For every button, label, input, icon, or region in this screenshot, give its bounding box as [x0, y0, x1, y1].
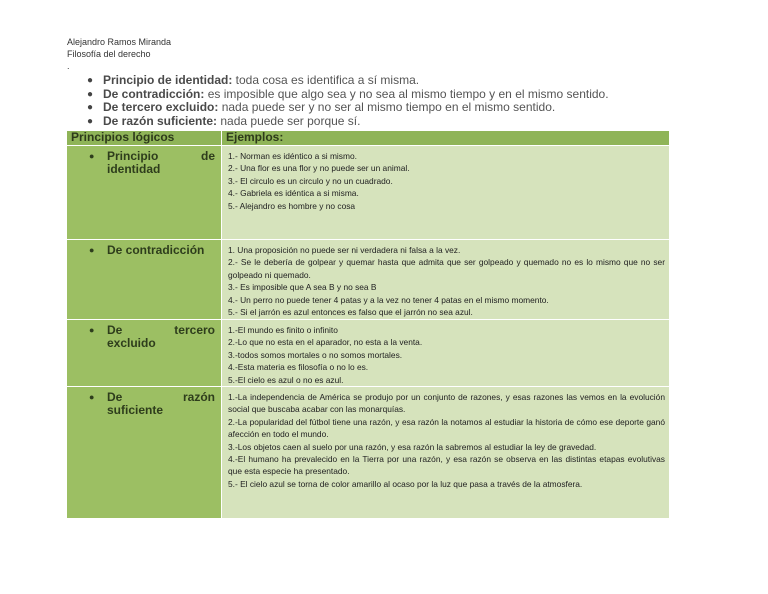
examples-list: [222, 146, 669, 212]
logic-principles-table: [66, 130, 670, 519]
table-row: [67, 320, 670, 387]
example-item: 1.-El mundo es finito o infinito: [228, 325, 338, 335]
example-item: 2.-Lo que no esta en el aparador, no esta a la venta.: [228, 337, 423, 348]
example-item: 1. Una proposición no puede ser ni verdadera ni falsa a la vez.: [228, 245, 461, 255]
principle-cell: [67, 320, 222, 387]
bullet-icon: ●: [89, 245, 95, 255]
bullet-icon: ●: [87, 115, 94, 127]
example-item: 5.- Si el jarrón es azul entonces es falso que el jarrón no sea azul.: [228, 307, 473, 318]
example-item: 3.-Los objetos caen al suelo por una razón, y esa razón la sabremos al estudiar la ley de gravedad.: [228, 441, 597, 452]
principle-name-text: Principio de identidad: [107, 149, 215, 176]
principle-title: Principio de identidad:: [103, 73, 233, 87]
principle-title: De contradicción:: [103, 86, 205, 101]
principle-item: [67, 88, 687, 102]
example-item: 3.-todos somos mortales o no somos mortales.: [228, 349, 403, 360]
dot-line: .: [67, 61, 70, 71]
principle-name-text: De contradicción: [107, 243, 205, 257]
example-item: 4.- Un perro no puede tener 4 patas y a la vez no tener 4 patas en el mismo momento.: [228, 294, 549, 305]
principle-text: toda cosa es identifica a sí misma.: [232, 73, 420, 87]
example-item: 3.- El circulo es un circulo y no un cuadrado.: [228, 175, 393, 186]
principle-name-text: De razón suficiente: [107, 390, 215, 418]
example-item: 4.-Esta materia es filosofía o no lo es.: [228, 362, 369, 373]
examples-cell: [222, 320, 670, 387]
bullet-icon: ●: [87, 88, 94, 100]
examples-list: [222, 240, 669, 318]
example-item: 2.- Se le debería de golpear y quemar hasta que admita que ser golpeado y quemado no es lo mismo que no ser golpeado ni quemado.: [228, 257, 665, 280]
principle-name: [67, 387, 221, 417]
example-item: 2.- Una flor es una flor y no puede ser un animal.: [228, 163, 410, 174]
examples-list: [222, 320, 669, 386]
principle-text: es imposible que algo sea y no sea al mismo tiempo y en el mismo sentido.: [204, 86, 609, 101]
principle-name: [67, 320, 221, 350]
principles-list: [67, 74, 687, 128]
principle-item: [67, 101, 687, 115]
example-item: 2.-La popularidad del fútbol tiene una razón, y esa razón la notamos al estudiar la historia de cómo ese deporte ganó afección en todo el mundo.: [228, 416, 665, 440]
author-name: Alejandro Ramos Miranda: [67, 37, 172, 47]
header-examples: Ejemplos:: [222, 131, 670, 146]
table-row: [67, 387, 670, 519]
table-row: [67, 240, 670, 320]
document-header: [67, 36, 171, 72]
bullet-icon: ●: [89, 392, 95, 403]
bullet-icon: ●: [89, 325, 95, 335]
table-row: [67, 146, 670, 240]
example-item: 1.- Norman es idéntico a si mismo.: [228, 151, 357, 161]
principle-cell: [67, 387, 222, 519]
principle-name: [67, 146, 221, 176]
header-principles: Principios lógicos: [67, 131, 222, 146]
principle-name: [67, 240, 221, 257]
example-item: 1.-La independencia de América se produjo por un conjunto de razones, y esas razones las vemos en la evolución social que buscaba acabar con las monarquías.: [228, 392, 665, 415]
examples-cell: [222, 387, 670, 519]
example-item: 4.-El humano ha prevalecido en la Tierra por una razón, y esa razón se observa en las distintas etapas evolutivas que esta especie ha presentado.: [228, 454, 665, 477]
principle-item: [67, 74, 687, 88]
example-item: 5.-El cielo es azul o no es azul.: [228, 374, 344, 385]
principle-cell: [67, 240, 222, 320]
principle-title: De tercero excluido:: [103, 100, 219, 114]
examples-cell: [222, 240, 670, 320]
table-header-row: [67, 131, 670, 146]
principle-text: nada puede ser porque sí.: [217, 113, 361, 128]
principle-item: [67, 115, 687, 129]
examples-cell: [222, 146, 670, 240]
bullet-icon: ●: [87, 75, 94, 86]
examples-list: [222, 387, 669, 490]
example-item: 5.- El cielo azul se torna de color amarillo al ocaso por la luz que pasa a través de la atmosfera.: [228, 478, 583, 489]
principle-name-text: De tercero excluido: [107, 323, 215, 350]
principle-cell: [67, 146, 222, 240]
bullet-icon: ●: [89, 151, 95, 161]
subject-name: Filosofía del derecho: [67, 49, 151, 59]
example-item: 5.- Alejandro es hombre y no cosa: [228, 200, 356, 211]
example-item: 4.- Gabriela es idéntica a si misma.: [228, 188, 359, 199]
example-item: 3.- Es imposible que A sea B y no sea B: [228, 282, 377, 293]
bullet-icon: ●: [87, 102, 94, 113]
principle-text: nada puede ser y no ser al mismo tiempo en el mismo sentido.: [218, 100, 556, 114]
principle-title: De razón suficiente:: [103, 113, 218, 128]
